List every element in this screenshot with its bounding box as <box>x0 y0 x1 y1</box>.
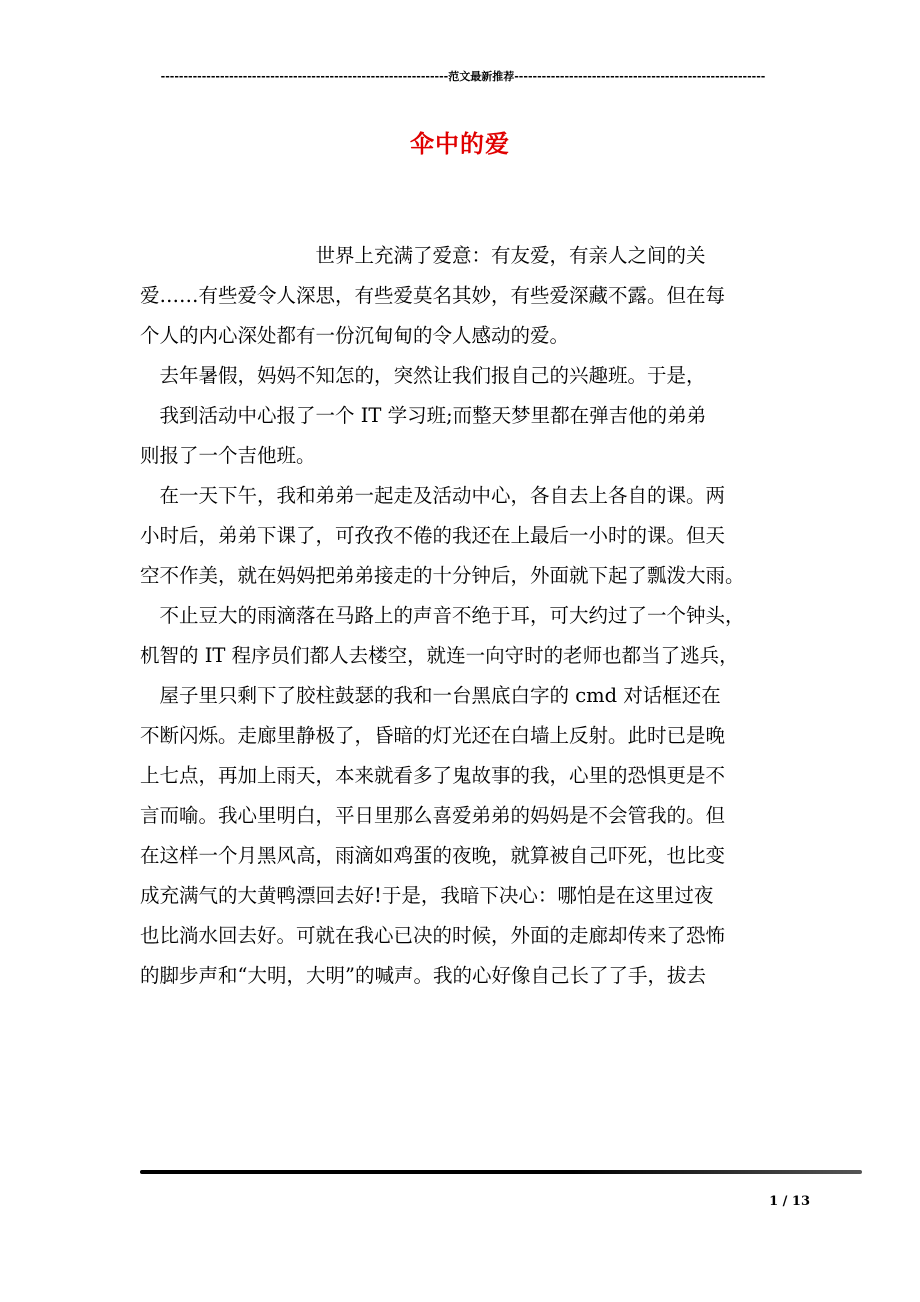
body-line: 言而喻。我心里明白，平日里那么喜爱弟弟的妈妈是不会管我的。但 <box>140 804 726 827</box>
body-line: 也比淌水回去好。可就在我心已决的时候，外面的走廊却传来了恐怖 <box>140 924 726 947</box>
body-line: 屋子里只剩下了胶柱鼓瑟的我和一台黑底白字的 cmd 对话框还在 <box>140 684 721 707</box>
body-line: 则报了一个吉他班。 <box>140 444 316 467</box>
body-line: 小时后，弟弟下课了，可孜孜不倦的我还在上最后一小时的课。但天 <box>140 524 726 547</box>
body-line: 在一天下午，我和弟弟一起走及活动中心，各自去上各自的课。两 <box>140 484 726 507</box>
body-line: 世界上充满了爱意：有友爱，有亲人之间的关 <box>140 244 706 267</box>
body-line: 不断闪烁。走廊里静极了，昏暗的灯光还在白墙上反射。此时已是晚 <box>140 724 726 747</box>
body-line: 在这样一个月黑风高，雨滴如鸡蛋的夜晚，就算被自己吓死，也比变 <box>140 844 726 867</box>
body-line: 个人的内心深处都有一份沉甸甸的令人感动的爱。 <box>140 324 570 347</box>
body-line: 成充满气的大黄鸭漂回去好!于是，我暗下决心：哪怕是在这里过夜 <box>140 884 714 907</box>
body-line: 机智的 IT 程序员们都人去楼空，就连一向守时的老师也都当了逃兵， <box>140 644 739 667</box>
page-number: 1 / 13 <box>769 1194 810 1209</box>
header-rule: ---------------------------------------------------------------范文最新推荐------------------------------------------------------- <box>160 70 766 83</box>
footer-divider <box>140 1170 862 1174</box>
body-line: 空不作美，就在妈妈把弟弟接走的十分钟后，外面就下起了瓢泼大雨。 <box>140 564 745 587</box>
article-body <box>140 236 785 996</box>
body-line: 上七点，再加上雨天，本来就看多了鬼故事的我，心里的恐惧更是不 <box>140 764 726 787</box>
body-line: 爱……有些爱令人深思，有些爱莫名其妙，有些爱深藏不露。但在每 <box>140 284 726 307</box>
body-line: 不止豆大的雨滴落在马路上的声音不绝于耳，可大约过了一个钟头， <box>140 604 745 627</box>
body-line: 我到活动中心报了一个 IT 学习班;而整天梦里都在弹吉他的弟弟 <box>140 404 707 427</box>
page-title: 伞中的爱 <box>410 129 510 158</box>
body-line: 的脚步声和“大明，大明”的喊声。我的心好像自己长了了手，拔去 <box>140 964 706 987</box>
body-line: 去年暑假，妈妈不知怎的，突然让我们报自己的兴趣班。于是， <box>140 364 706 387</box>
